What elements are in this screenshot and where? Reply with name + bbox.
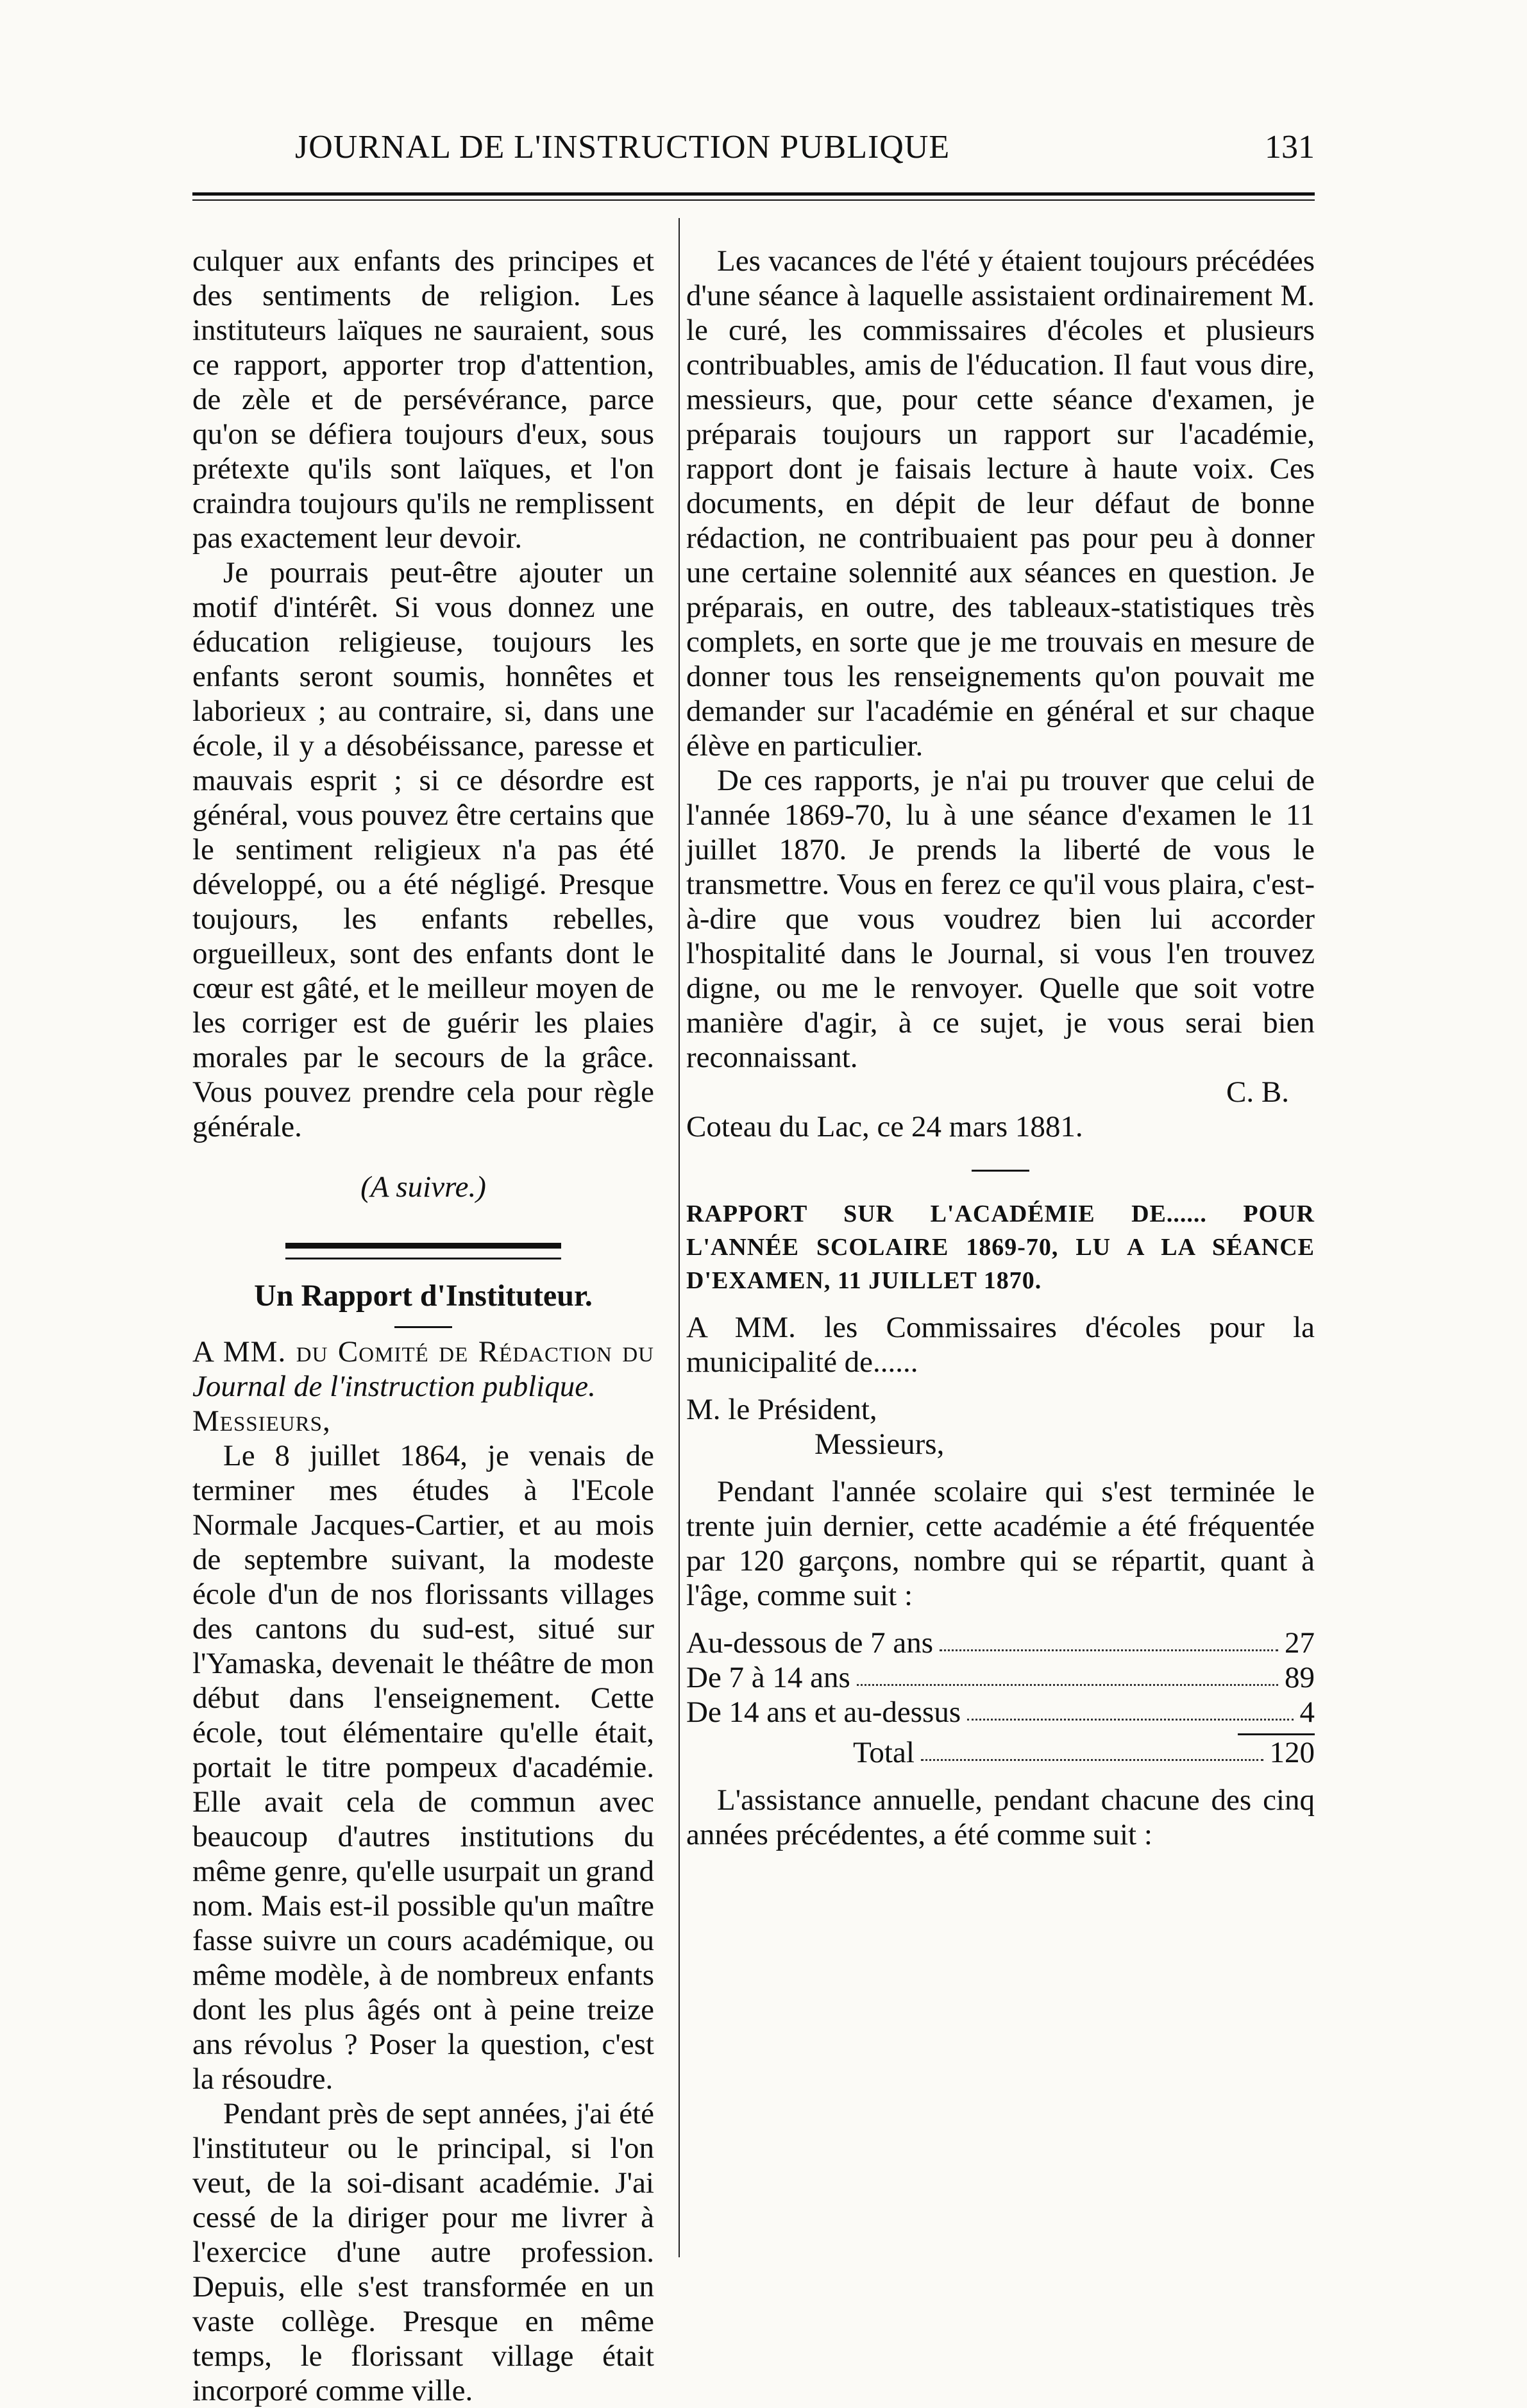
total-value: 120	[1269, 1736, 1315, 1769]
addressees: A MM. les Commissaires d'écoles pour la municipalité de......	[686, 1311, 1315, 1379]
column-divider	[679, 218, 680, 2257]
header-rule	[192, 192, 1315, 201]
stat-row	[686, 1660, 1315, 1695]
stat-value: 89	[1285, 1661, 1315, 1694]
paragraph: Pendant l'année scolaire qui s'est terminée le trente juin dernier, cette académie a été fréquentée par 120 garçons, nombre qui se répartit, quant à l'âge, comme suit :	[686, 1475, 1315, 1612]
stat-label: De 7 à 14 ans	[686, 1661, 850, 1694]
address-line	[192, 1335, 654, 1404]
stat-row	[686, 1695, 1315, 1730]
salutation: Messieurs,	[192, 1404, 331, 1438]
paragraph: Les vacances de l'été y étaient toujours précédées d'une séance à laquelle assistaient ordinairement M. le curé, les commissaires d'écoles et plusieurs contribuables, amis de l'éducation. Il faut vous dire, messieurs, que, pour cette séance d'examen, je préparais toujours un rapport sur l'académie, rapport dont je faisais lecture à haute voix. Ces documents, en dépit de leur défaut de bonne rédaction, ne contribuaient pas pour peu à donner une certaine solennité aux séances en question. Je préparais, en outre, des tableaux-statistiques très complets, en sorte que je me trouvais en mesure de donner tous les renseignements qu'on pouvait me demander sur l'académie en général et sur chaque élève en particulier.	[686, 244, 1315, 762]
paragraph: Je pourrais peut-être ajouter un motif d'intérêt. Si vous donnez une éducation religieuse, toujours les enfants seront soumis, honnêtes et laborieux ; au contraire, si, dans une école, il y a désobéissance, paresse et mauvais esprit ; si ce désordre est général, vous pouvez être certains que le sentiment religieux n'a pas été développé, ou a été négligé. Presque toujours, les enfants rebelles, orgueilleux, sont des enfants dont le cœur est gâté, et le meilleur moyen de les corriger est de guérir les plaies morales par le secours de la grâce. Vous pouvez prendre cela pour règle générale.	[192, 556, 654, 1143]
stat-label: De 14 ans et au-dessus	[686, 1696, 961, 1729]
page-number: 131	[1265, 129, 1315, 165]
messieurs-salutation: Messieurs,	[814, 1427, 945, 1461]
president-salutation: M. le Président,	[686, 1393, 877, 1426]
to-be-continued: (A suivre.)	[360, 1170, 486, 1204]
article-title: Un Rapport d'Instituteur.	[254, 1279, 593, 1313]
section-rule	[285, 1243, 561, 1259]
stat-row	[686, 1626, 1315, 1660]
paragraph: De ces rapports, je n'ai pu trouver que celui de l'année 1869-70, lu à une séance d'examen le 11 juillet 1870. Je prends la liberté de vous le transmettre. Vous en ferez ce qu'il vous plaira, c'est-à-dire que vous voudrez bien lui accorder l'hospitalité dans le Journal, si vous l'en trouvez digne, ou me le renvoyer. Quelle que soit votre manière d'agir, à ce sujet, je vous serai bien reconnaissant.	[686, 764, 1315, 1074]
address-journal: Journal de l'instruction publique.	[192, 1370, 596, 1403]
stat-value: 4	[1299, 1696, 1315, 1729]
stat-value: 27	[1285, 1626, 1315, 1660]
paragraph: Pendant près de sept années, j'ai été l'instituteur ou le principal, si l'on veut, de la soi-disant académie. J'ai cessé de la diriger pour me livrer à l'exercice d'une autre profession. Depuis, elle s'est transformée en un vaste collège. Presque en même temps, le florissant village était incorporé comme ville.	[192, 2097, 654, 2407]
left-column	[192, 244, 654, 2408]
title-rule	[394, 1326, 452, 1328]
place-date: Coteau du Lac, ce 24 mars 1881.	[686, 1110, 1083, 1143]
signature: C. B.	[1226, 1075, 1289, 1109]
total-row	[686, 1735, 1315, 1770]
divider-rule	[972, 1170, 1029, 1172]
stat-label: Au-dessous de 7 ans	[686, 1626, 934, 1660]
report-heading: RAPPORT SUR L'ACADÉMIE DE...... POUR L'ANNÉE SCOLAIRE 1869-70, LU A LA SÉANCE D'EXAMEN, 11 JUILLET 1870.	[686, 1200, 1315, 1294]
age-statistics	[686, 1626, 1315, 1770]
address-prefix: A MM. du Comité de Rédaction du	[192, 1335, 654, 1368]
page-header	[192, 128, 1315, 186]
right-column	[686, 244, 1315, 1852]
total-label: Total	[853, 1736, 915, 1769]
paragraph: L'assistance annuelle, pendant chacune des cinq années précédentes, a été comme suit :	[686, 1783, 1315, 1851]
running-title: JOURNAL DE L'INSTRUCTION PUBLIQUE	[295, 129, 950, 165]
paragraph: culquer aux enfants des principes et des sentiments de religion. Les instituteurs laïques ne sauraient, sous ce rapport, apporter trop d'attention, de zèle et de persévérance, parce qu'on se défiera toujours d'eux, sous prétexte qu'ils sont laïques, et l'on craindra toujours qu'ils ne remplissent pas exactement leur devoir.	[192, 244, 654, 555]
paragraph: Le 8 juillet 1864, je venais de terminer mes études à l'Ecole Normale Jacques-Cartier, et au mois de septembre suivant, la modeste école d'un de nos florissants villages des cantons du sud-est, situé sur l'Yamaska, devenait le théâtre de mon début dans l'enseignement. Cette école, tout élémentaire qu'elle était, portait le titre pompeux d'académie. Elle avait cela de commun avec beaucoup d'autres institutions du même genre, qu'elle usurpait un grand nom. Mais est-il possible qu'un maître fasse suivre un cours académique, ou même modèle, à de nombreux enfants dont les plus âgés ont à peine treize ans révolus ? Poser la question, c'est la résoudre.	[192, 1439, 654, 2096]
